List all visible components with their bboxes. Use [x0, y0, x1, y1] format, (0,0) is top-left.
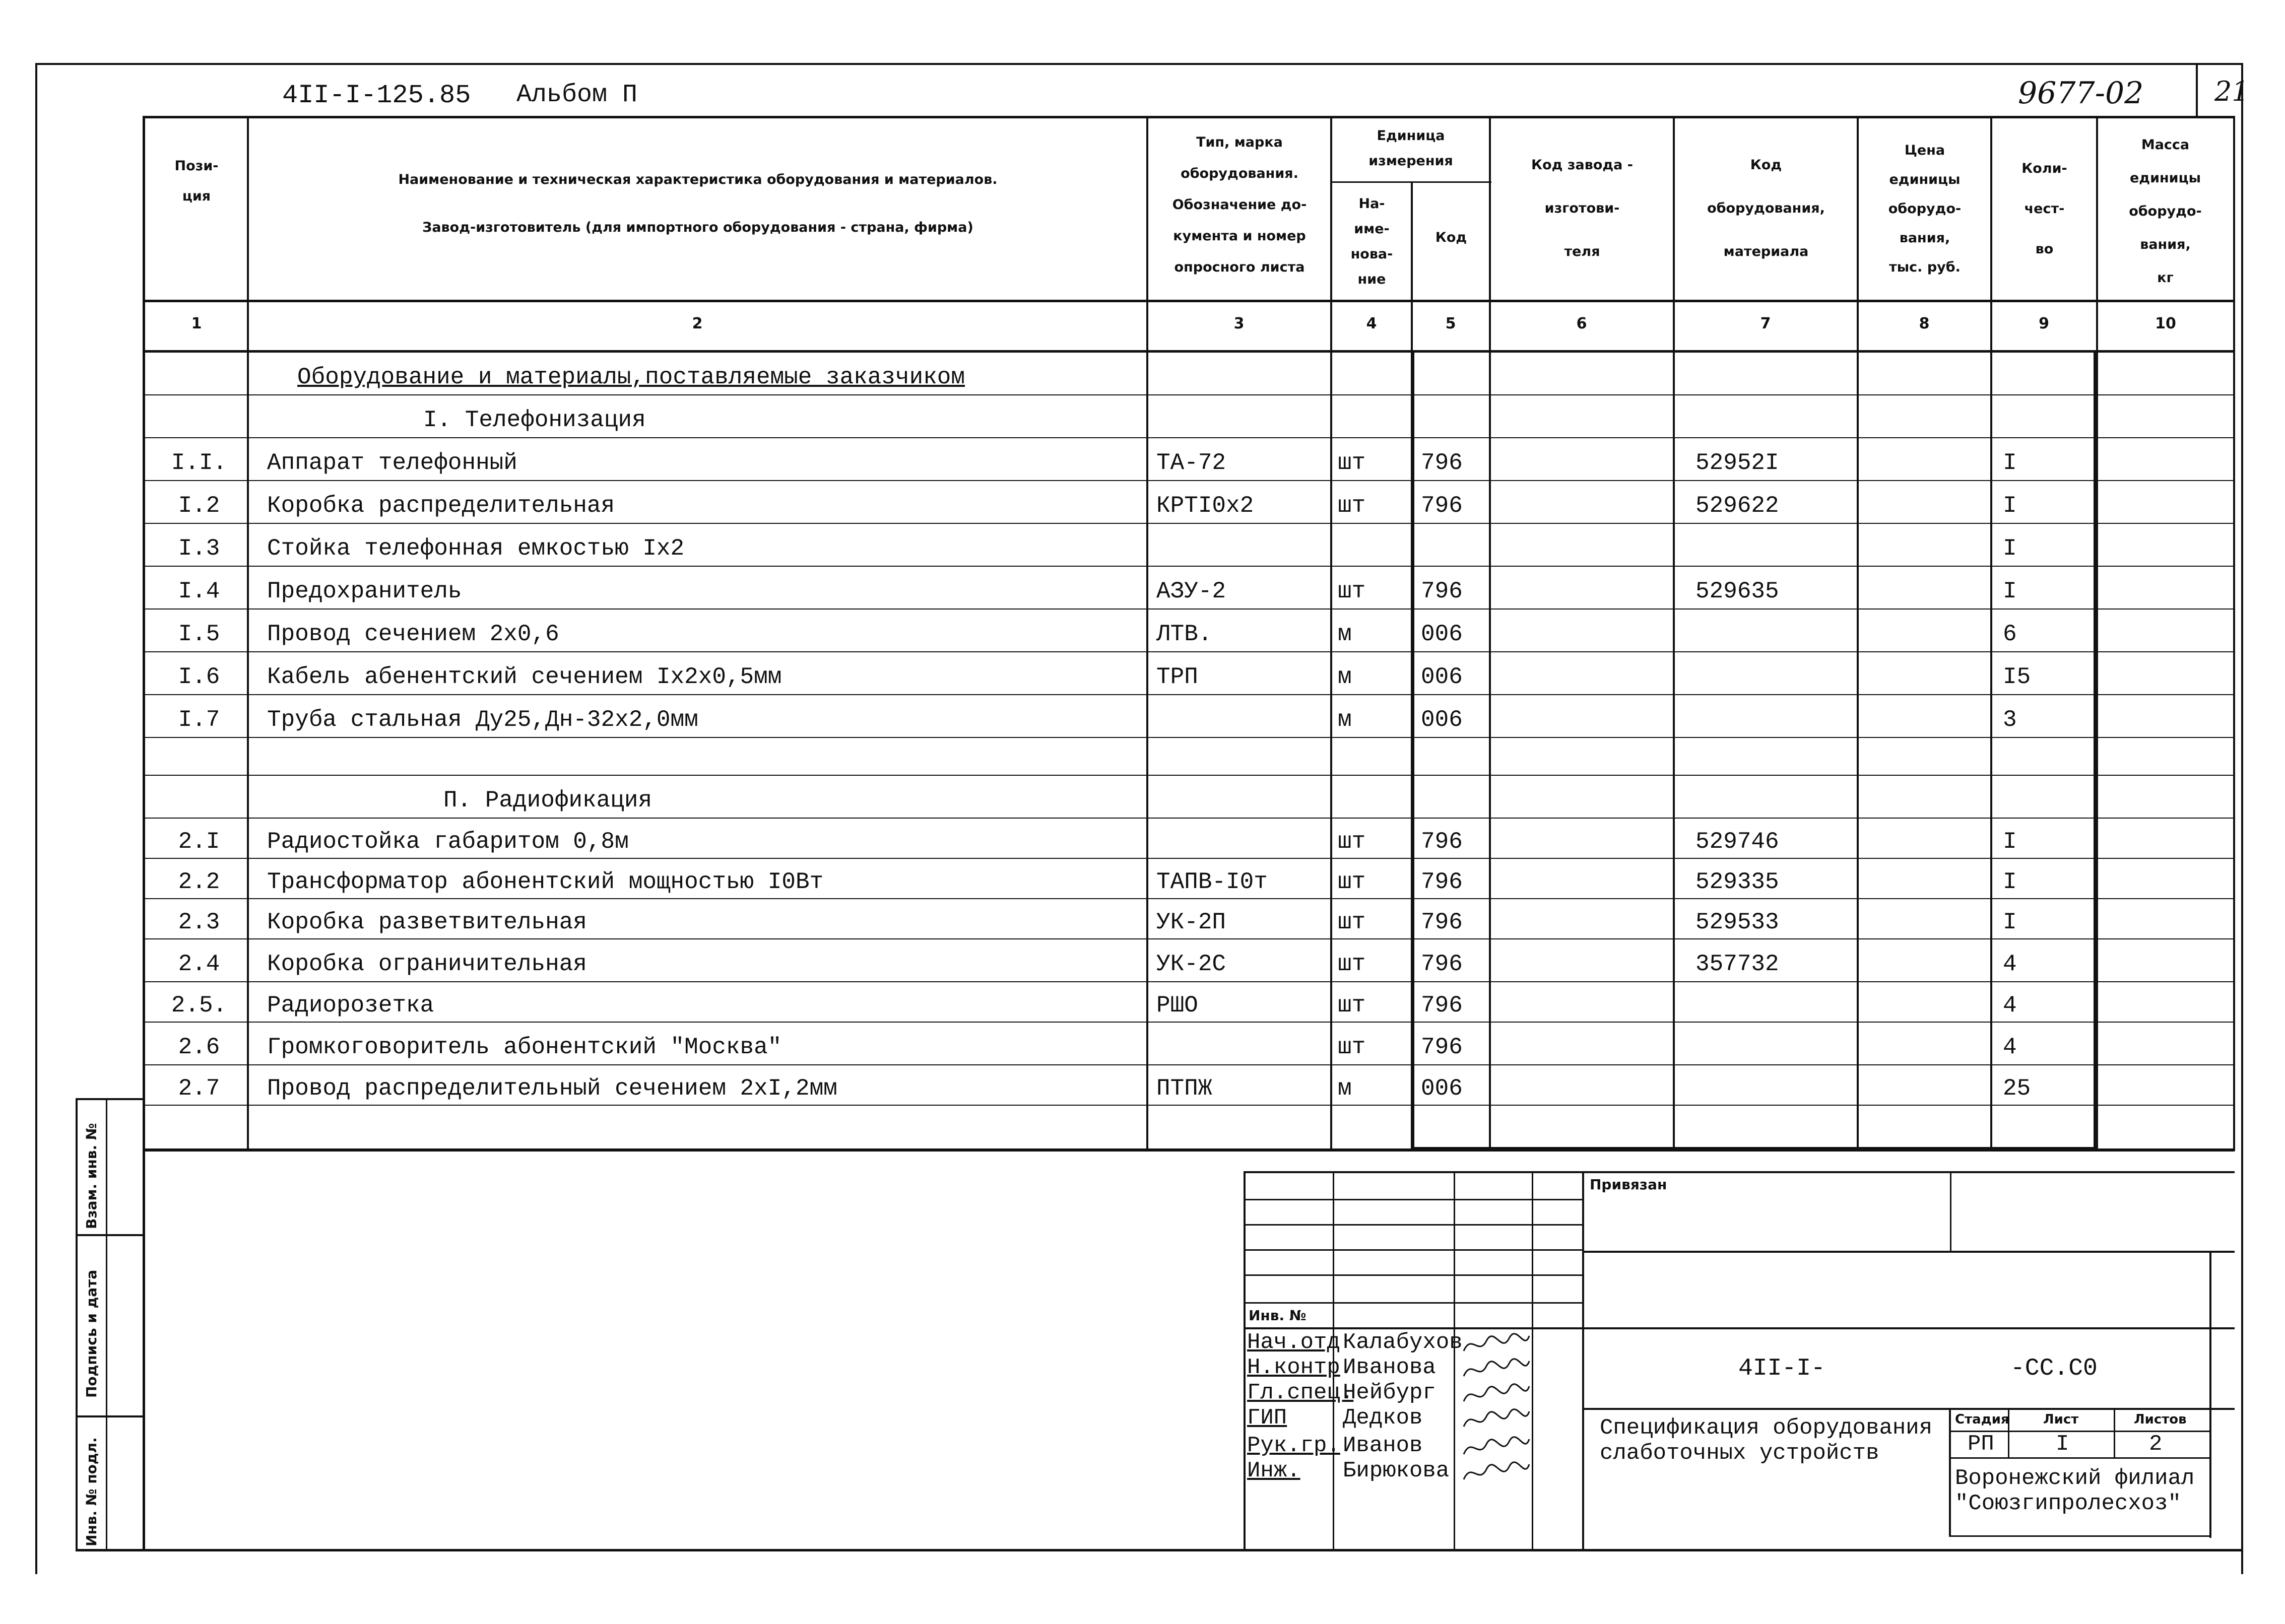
- cell-unit: шт: [1338, 992, 1366, 1019]
- signature-scribble: [1461, 1331, 1532, 1359]
- cell-unit: м: [1338, 706, 1352, 733]
- cell-name: Провод сечением 2х0,6: [267, 621, 559, 647]
- cell-type: ТРП: [1156, 663, 1198, 690]
- cell-type: УК-2П: [1156, 909, 1226, 935]
- tb-role-label: ГИП: [1247, 1405, 1287, 1431]
- cell-name: Предохранитель: [267, 578, 462, 604]
- row-divider: [144, 898, 2235, 899]
- cell-name: Кабель абенентский сечением Iх2х0,5мм: [267, 663, 782, 690]
- tb-designation-bottom: [1582, 1408, 2235, 1410]
- col-header-unit-name: На- име- нова- ние: [1350, 196, 1393, 287]
- heavy-frame-left: [1411, 353, 1414, 1149]
- margin-strip-right: [143, 1098, 145, 1551]
- cell-qty: 6: [2003, 621, 2017, 647]
- tb-org-bottom: [1949, 1535, 2211, 1537]
- tb-sheets-label: Листов: [2134, 1412, 2187, 1427]
- col-number-8: 8: [1919, 315, 1930, 332]
- cell-equip: 529622: [1695, 492, 1779, 519]
- cell-code: 796: [1421, 578, 1463, 604]
- cell-qty: I: [2003, 909, 2017, 935]
- cell-pos: 2.4: [178, 951, 220, 977]
- tb-stage-value: РП: [1968, 1432, 1994, 1457]
- table-left: [143, 116, 145, 1151]
- cell-type: ПТПЖ: [1156, 1075, 1212, 1102]
- row-divider: [144, 394, 2235, 395]
- sheet-code: 9677-02: [2018, 76, 2144, 111]
- tb-org-line-2: "Союзгипролесхоз": [1955, 1491, 2181, 1516]
- signature-scribble: [1461, 1356, 1532, 1384]
- album-label: Альбом П: [516, 81, 638, 109]
- cell-name: Провод распределительный сечением 2хI,2мм: [267, 1075, 837, 1102]
- cell-type: ТАПВ-I0т: [1156, 869, 1268, 895]
- row-divider: [144, 437, 2235, 438]
- tb-privyazan-bottom: [1582, 1251, 2235, 1253]
- cell-qty: 3: [2003, 706, 2017, 733]
- cell-code: 006: [1421, 1075, 1463, 1102]
- col-number-2: 2: [692, 315, 703, 332]
- col-number-6: 6: [1576, 315, 1587, 332]
- cell-code: 006: [1421, 663, 1463, 690]
- margin-strip-top: [76, 1098, 144, 1100]
- row-divider: [144, 1105, 2235, 1106]
- cell-code: 796: [1421, 492, 1463, 519]
- cell-unit: м: [1338, 621, 1352, 647]
- tb-stage-values-bottom: [1949, 1457, 2211, 1459]
- tb-role-label: Гл.спец.: [1247, 1380, 1354, 1405]
- cell-pos: I.2: [178, 492, 220, 519]
- cell-qty: I: [2003, 578, 2017, 604]
- tb-stage-label: Стадия: [1955, 1412, 2009, 1427]
- cell-unit: шт: [1338, 909, 1366, 935]
- col-header-equipment-code: Код оборудования, материала: [1707, 157, 1825, 259]
- tb-role-name: Дедков: [1343, 1405, 1423, 1431]
- row-divider: [144, 651, 2235, 652]
- margin-inv-replace: Взам. инв. №: [83, 1123, 100, 1229]
- header-bottom: [144, 300, 2235, 302]
- tb-title-divider: [1949, 1408, 1951, 1536]
- tb-blank-bottom: [1582, 1327, 2235, 1329]
- cell-unit: м: [1338, 663, 1352, 690]
- tb-inv-no-label: Инв. №: [1249, 1307, 1307, 1324]
- cell-unit: шт: [1338, 449, 1366, 476]
- cell-equip: 357732: [1695, 951, 1779, 977]
- row-divider: [144, 566, 2235, 567]
- col-header-quantity: Коли- чест- во: [2021, 161, 2067, 257]
- cell-pos: 2.7: [178, 1075, 220, 1102]
- tb-left: [1244, 1171, 1246, 1549]
- tb-sheet-label: Лист: [2043, 1412, 2079, 1427]
- cell-unit: м: [1338, 1075, 1352, 1102]
- tb-role-label: Инж.: [1247, 1458, 1300, 1483]
- cell-name: Громкоговоритель абонентский "Москва": [267, 1034, 782, 1060]
- tb-right: [2209, 1251, 2211, 1538]
- tb-col-b: [1454, 1171, 1455, 1549]
- row-divider: [144, 737, 2235, 738]
- heavy-frame-right: [2094, 353, 2097, 1149]
- table-top: [144, 116, 2235, 118]
- row-divider: [144, 1022, 2235, 1023]
- tb-title-line-2: слаботочных устройств: [1600, 1441, 1879, 1466]
- tb-role-name: Бирюкова: [1343, 1458, 1450, 1483]
- cell-name: Коробка распределительная: [267, 492, 615, 519]
- margin-inv-orig: Инв. № подл.: [83, 1437, 100, 1546]
- margin-sign-date: Подпись и дата: [83, 1269, 100, 1398]
- cell-pos: I.4: [178, 578, 220, 604]
- col-line-1: [247, 116, 249, 1149]
- cell-equip: 529533: [1695, 909, 1779, 935]
- tb-col-d: [1582, 1171, 1584, 1549]
- tb-stage-col-2: [2114, 1408, 2115, 1458]
- row-divider: [144, 1064, 2235, 1065]
- row-divider: [144, 981, 2235, 982]
- tb-role-name: Иванов: [1343, 1433, 1423, 1458]
- margin-strip-bottom: [76, 1549, 2242, 1551]
- row-divider: [144, 775, 2235, 776]
- tb-role-label: Нач.отд: [1247, 1330, 1340, 1355]
- cell-type: УК-2С: [1156, 951, 1226, 977]
- table-right: [2233, 116, 2235, 1151]
- tb-sheets-value: 2: [2149, 1432, 2163, 1457]
- cell-qty: 4: [2003, 992, 2017, 1019]
- col-header-name-2: Завод-изготовитель (для импортного оборудования - страна, фирма): [422, 220, 973, 235]
- cell-type: КРТI0х2: [1156, 492, 1254, 519]
- cell-pos: I.I.: [171, 449, 227, 476]
- row-divider: [144, 608, 2235, 610]
- tb-role-name: Иванова: [1343, 1355, 1436, 1380]
- cell-unit: шт: [1338, 829, 1366, 855]
- cell-code: 796: [1421, 951, 1463, 977]
- tb-grid-row-2: [1245, 1224, 1582, 1226]
- col-number-1: 1: [191, 315, 202, 332]
- colnum-bottom: [144, 350, 2235, 353]
- cell-code: 006: [1421, 706, 1463, 733]
- cell-code: 796: [1421, 829, 1463, 855]
- row-divider: [144, 818, 2235, 819]
- tb-org-line-1: Воронежский филиал: [1955, 1466, 2195, 1491]
- cell-pos: I.6: [178, 663, 220, 690]
- cell-name: I. Телефонизация: [423, 407, 646, 433]
- tb-role-label: Рук.гр.: [1247, 1433, 1340, 1458]
- cell-equip: 529746: [1695, 829, 1779, 855]
- cell-name: Радиорозетка: [267, 992, 434, 1019]
- col-header-type: Тип, марка оборудования. Обозначение до- кумента и номер опросного листа: [1172, 134, 1307, 275]
- col-header-position: Пози- ция: [174, 158, 219, 204]
- col-line-3: [1330, 116, 1332, 1149]
- tb-privyazan-label: Привязан: [1590, 1176, 1667, 1193]
- cell-code: 006: [1421, 621, 1463, 647]
- row-divider: [144, 694, 2235, 695]
- margin-strip-divider: [106, 1098, 107, 1551]
- frame-right: [2241, 63, 2243, 1574]
- col-header-mass: Масса единицы оборудо- вания, кг: [2129, 137, 2202, 286]
- tb-grid-row-4: [1245, 1274, 1582, 1276]
- cell-code: 796: [1421, 869, 1463, 895]
- tb-role-name: Калабухов: [1343, 1330, 1463, 1355]
- cell-qty: I: [2003, 492, 2017, 519]
- col-number-3: 3: [1233, 315, 1245, 332]
- signature-scribble: [1461, 1381, 1532, 1409]
- tb-grid-row-6: [1245, 1327, 1582, 1329]
- tb-designation-left: 4II-I-: [1738, 1355, 1825, 1382]
- tb-role-label: Н.контр: [1247, 1355, 1340, 1380]
- cell-qty: 4: [2003, 951, 2017, 977]
- col-number-4: 4: [1366, 315, 1377, 332]
- cell-unit: шт: [1338, 869, 1366, 895]
- tb-top: [1245, 1171, 2235, 1173]
- signature-scribble: [1461, 1406, 1532, 1434]
- cell-equip: 529635: [1695, 578, 1779, 604]
- col-line-8: [1990, 116, 1992, 1149]
- signature-scribble: [1461, 1459, 1532, 1487]
- row-divider: [144, 523, 2235, 524]
- cell-name: Коробка ограничительная: [267, 951, 587, 977]
- cell-name: Труба стальная Ду25,Дн-32х2,0мм: [267, 706, 698, 733]
- tb-title-line-1: Спецификация оборудования: [1600, 1415, 1933, 1441]
- row-divider: [144, 938, 2235, 939]
- frame-top: [35, 63, 2242, 65]
- col-line-7: [1857, 116, 1859, 1149]
- col-line-2: [1146, 116, 1148, 1149]
- cell-qty: 25: [2003, 1075, 2031, 1102]
- cell-name: Трансформатор абонентский мощностью I0Вт: [267, 869, 824, 895]
- cell-pos: 2.I: [178, 829, 220, 855]
- row-divider: [144, 1148, 2235, 1149]
- cell-type: ЛТВ.: [1156, 621, 1212, 647]
- cell-name: Стойка телефонная емкостью Iх2: [267, 535, 685, 562]
- cell-qty: I5: [2003, 663, 2031, 690]
- cell-code: 796: [1421, 909, 1463, 935]
- tb-sheet-value: I: [2056, 1432, 2069, 1457]
- col-line-6: [1673, 116, 1675, 1149]
- cell-unit: шт: [1338, 492, 1366, 519]
- margin-row-2: [76, 1415, 144, 1417]
- cell-type: ТА-72: [1156, 449, 1226, 476]
- cell-name: Оборудование и материалы,поставляемые заказчиком: [297, 364, 965, 390]
- unit-group-divider: [1330, 181, 1491, 183]
- cell-pos: I.5: [178, 621, 220, 647]
- cell-qty: I: [2003, 829, 2017, 855]
- tb-col-e: [1950, 1171, 1951, 1252]
- cell-pos: 2.5.: [171, 992, 227, 1019]
- cell-type: РШО: [1156, 992, 1198, 1019]
- frame-left: [35, 63, 37, 1574]
- col-number-10: 10: [2155, 315, 2176, 332]
- cell-unit: шт: [1338, 578, 1366, 604]
- col-header-name-1: Наименование и техническая характеристика оборудования и материалов.: [398, 172, 998, 187]
- cell-code: 796: [1421, 449, 1463, 476]
- doc-code: 4II-I-125.85: [282, 81, 471, 110]
- cell-code: 796: [1421, 1034, 1463, 1060]
- col-header-factory-code: Код завода - изготови- теля: [1531, 157, 1633, 259]
- cell-equip: 52952I: [1695, 449, 1779, 476]
- tb-designation-right: -СС.С0: [2010, 1355, 2098, 1382]
- col-header-unit-group: Единица измерения: [1368, 128, 1453, 169]
- cell-name: Аппарат телефонный: [267, 449, 517, 476]
- col-number-9: 9: [2039, 315, 2049, 332]
- margin-row-1: [76, 1234, 144, 1236]
- col-number-5: 5: [1445, 315, 1456, 332]
- cell-qty: I: [2003, 869, 2017, 895]
- cell-qty: I: [2003, 449, 2017, 476]
- tb-grid-row-5: [1245, 1302, 1582, 1304]
- tb-col-c: [1532, 1171, 1533, 1549]
- cell-unit: шт: [1338, 951, 1366, 977]
- tb-grid-row-1: [1245, 1199, 1582, 1200]
- cell-pos: 2.3: [178, 909, 220, 935]
- cell-pos: I.7: [178, 706, 220, 733]
- tb-role-name: Нейбург: [1343, 1380, 1436, 1405]
- row-divider: [144, 480, 2235, 481]
- cell-type: АЗУ-2: [1156, 578, 1226, 604]
- cell-qty: I: [2003, 535, 2017, 562]
- col-header-price: Цена единицы оборудо- вания, тыс. руб.: [1888, 143, 1962, 275]
- page-number: 21: [2214, 76, 2249, 107]
- col-number-7: 7: [1760, 315, 1771, 332]
- col-header-unit-code: Код: [1435, 230, 1467, 245]
- cell-pos: 2.2: [178, 869, 220, 895]
- cell-pos: I.3: [178, 535, 220, 562]
- cell-code: 796: [1421, 992, 1463, 1019]
- col-line-5: [1489, 116, 1491, 1149]
- cell-name: Коробка разветвительная: [267, 909, 587, 935]
- cell-pos: 2.6: [178, 1034, 220, 1060]
- cell-name: Радиостойка габаритом 0,8м: [267, 829, 629, 855]
- cell-equip: 529335: [1695, 869, 1779, 895]
- cell-qty: 4: [2003, 1034, 2017, 1060]
- signature-scribble: [1461, 1434, 1532, 1462]
- cell-name: П. Радиофикация: [443, 787, 652, 814]
- row-divider: [144, 858, 2235, 859]
- page-number-box-left: [2196, 63, 2198, 118]
- tb-grid-row-3: [1245, 1249, 1582, 1251]
- cell-unit: шт: [1338, 1034, 1366, 1060]
- margin-strip-left: [76, 1098, 78, 1551]
